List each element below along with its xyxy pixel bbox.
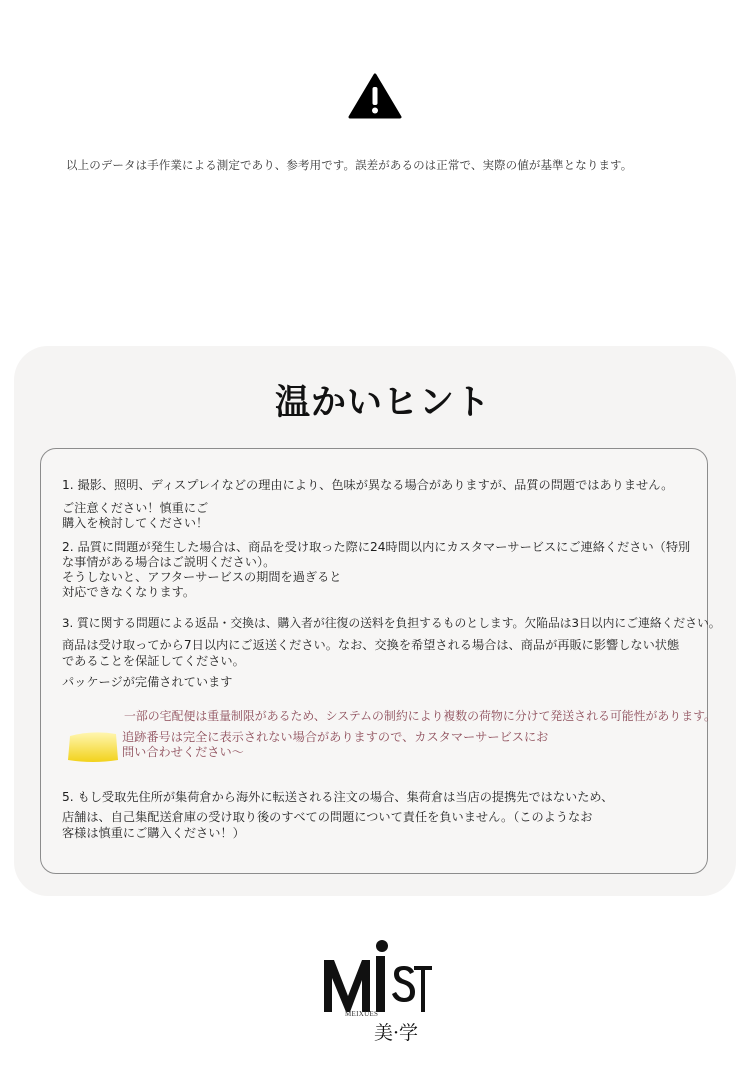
hint-line-5b: 店舗は、自己集配送倉庫の受け取り後のすべての問題について責任を負いません。（このようなお — [62, 810, 593, 824]
measurement-disclaimer: 以上のデータは手作業による測定であり、参考用です。誤差があるのは正常で、実際の値が基準となります。 — [66, 158, 633, 172]
hint-line-5c: 客様は慎重にご購入ください！） — [62, 826, 245, 840]
brand-logo-mark — [318, 938, 433, 1018]
brand-chinese-name: 美·学 — [374, 1022, 419, 1044]
package-bag-icon — [66, 728, 120, 764]
hint-line-3a: 3. 質に関する問題による返品・交換は、購入者が往復の送料を負担するものとします。欠陥品は3日以内にご連絡ください。 — [62, 616, 721, 630]
notice-line-3: 問い合わせください〜 — [122, 745, 244, 759]
hint-line-2a: 2. 品質に問題が発生した場合は、商品を受け取った際に24時間以内にカスタマーサービスにご連絡ください（特別 — [62, 540, 691, 554]
hint-line-3c: であることを保証してください。 — [62, 654, 245, 668]
hint-line-2d: 対応できなくなります。 — [62, 585, 196, 599]
brand-sub-text: MEIXUES — [345, 1010, 379, 1018]
hint-line-2c: そうしないと、アフターサービスの期間を過ぎると — [62, 570, 342, 584]
hint-line-1-note-a: ご注意ください！慎重にご — [62, 501, 209, 515]
hint-line-1-note-b: 購入を検討してください！ — [62, 516, 209, 530]
brand-logo — [318, 938, 433, 1048]
hint-line-3d: パッケージが完備されています — [62, 675, 233, 689]
hint-title: 温かいヒント — [274, 383, 491, 423]
hint-line-5a: 5. もし受取先住所が集荷倉から海外に転送される注文の場合、集荷倉は当店の提携先ではないため、 — [62, 790, 614, 804]
warning-triangle-icon — [348, 73, 402, 119]
hint-line-3b: 商品は受け取ってから7日以内にご返送ください。なお、交換を希望される場合は、商品が再販に影響しない状態 — [62, 638, 680, 652]
notice-line-2: 追跡番号は完全に表示されない場合がありますので、カスタマーサービスにお — [122, 730, 549, 744]
notice-line-1: 一部の宅配便は重量制限があるため、システムの制約により複数の荷物に分けて発送される可能性があります。 — [124, 709, 716, 723]
hint-line-1: 1. 撮影、照明、ディスプレイなどの理由により、色味が異なる場合がありますが、品質の問題ではありません。 — [62, 478, 674, 492]
hint-line-2b: な事情がある場合はご説明ください）。 — [62, 555, 276, 569]
